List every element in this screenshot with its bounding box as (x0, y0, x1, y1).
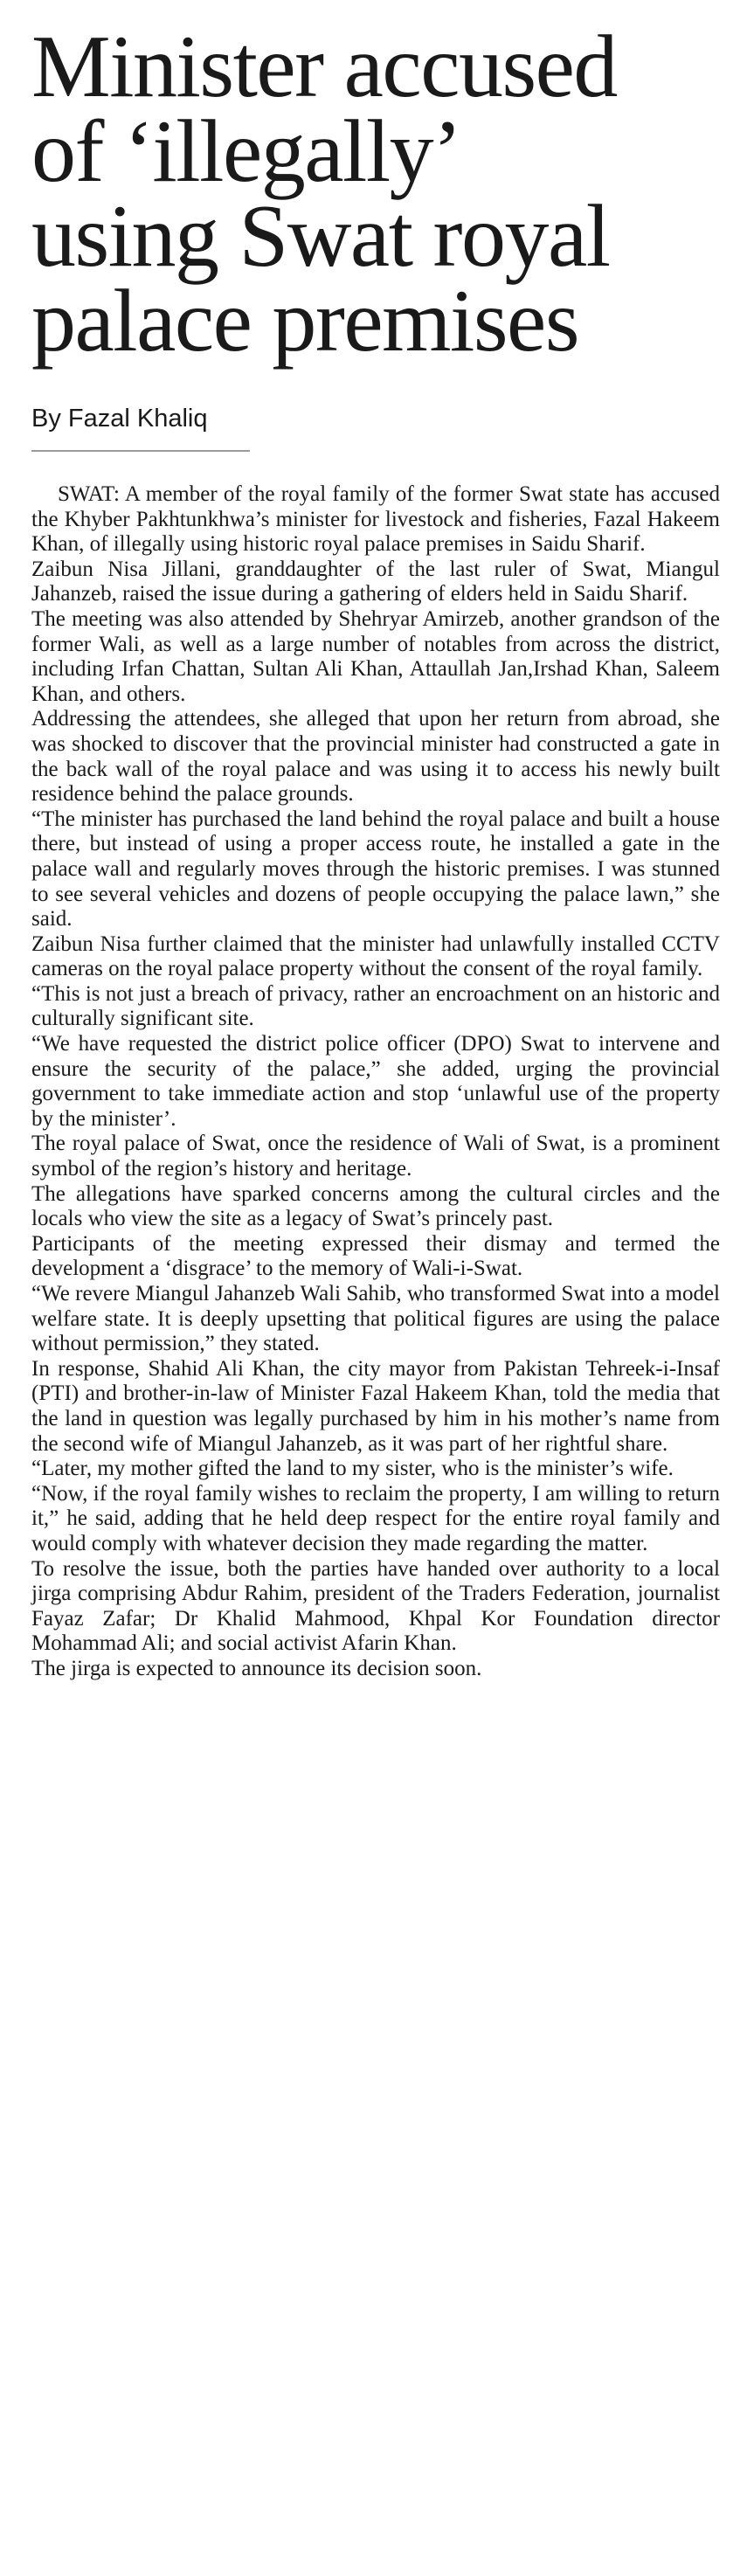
byline-divider (31, 450, 250, 452)
article-paragraph: “The minister has purchased the land behind the royal palace and built a house there, but instead of using a proper access route, he installed a gate in the palace wall and regularly moves through the historic premises. I was stunned to see several vehicles and dozens of people occupying the palace lawn,” she said. (31, 807, 720, 931)
article-paragraph: In response, Shahid Ali Khan, the city mayor from Pakistan Tehreek-i-Insaf (PTI) and brother-in-law of Minister Fazal Hakeem Khan, told the media that the land in question was legally purchased by him in his mother’s name from the second wife of Miangul Jahanzeb, as it was part of her rightful share. (31, 1356, 720, 1456)
article-paragraph: “This is not just a breach of privacy, rather an encroachment on an historic and culturally significant site. (31, 981, 720, 1031)
article-paragraph: “We have requested the district police officer (DPO) Swat to intervene and ensure the security of the palace,” she added, urging the provincial government to take immediate action and stop ‘unlawful use of the property by the minister’. (31, 1032, 720, 1131)
article-paragraph: “We revere Miangul Jahanzeb Wali Sahib, who transformed Swat into a model welfare state. It is deeply upsetting that political figures are using the palace without permission,” they stated. (31, 1282, 720, 1356)
article-paragraph: Addressing the attendees, she alleged that upon her return from abroad, she was shocked to discover that the provincial minister had constructed a gate in the back wall of the royal palace and was using it to access his newly built residence behind the palace grounds. (31, 707, 720, 807)
article-paragraph: The royal palace of Swat, once the residence of Wali of Swat, is a prominent symbol of the region’s history and heritage. (31, 1132, 720, 1181)
article-paragraph: The meeting was also attended by Shehryar Amirzeb, another grandson of the former Wali, as well as a large number of notables from across the district, including Irfan Chattan, Sultan Ali Khan, Attaullah Jan,Irshad Khan, Saleem Khan, and others. (31, 606, 720, 706)
article-paragraph: Zaibun Nisa Jillani, granddaughter of the last ruler of Swat, Miangul Jahanzeb, raised the issue during a gathering of elders held in Saidu Sharif. (31, 557, 720, 606)
article-paragraph: To resolve the issue, both the parties have handed over authority to a local jirga comprising Abdur Rahim, president of the Traders Federation, journalist Fayaz Zafar; Dr Khalid Mahmood, Khpal Kor Foundation director Mohammad Ali; and social activist Afarin Khan. (31, 1556, 720, 1656)
article-paragraph: Zaibun Nisa further claimed that the minister had unlawfully installed CCTV cameras on the royal palace property without the consent of the royal family. (31, 931, 720, 981)
article-body (31, 482, 720, 1682)
article-paragraph: The allegations have sparked concerns among the cultural circles and the locals who view the site as a legacy of Swat’s princely past. (31, 1181, 720, 1231)
article-paragraph: “Later, my mother gifted the land to my sister, who is the minister’s wife. (31, 1457, 674, 1481)
headline-line: using Swat royal (31, 187, 610, 286)
article-paragraph: Participants of the meeting expressed their dismay and termed the development a ‘disgrace’ to the memory of Wali-i-Swat. (31, 1231, 720, 1281)
headline-line: Minister accused (31, 17, 617, 116)
headline-line: palace premises (31, 272, 579, 370)
headline-line: of ‘illegally’ (31, 102, 461, 201)
byline: By Fazal Khaliq (31, 405, 208, 433)
article-paragraph: The jirga is expected to announce its decision soon. (31, 1656, 482, 1680)
headline (31, 17, 722, 370)
article-paragraph: “Now, if the royal family wishes to reclaim the property, I am willing to return it,” he said, adding that he held deep respect for the entire royal family and would comply with whatever decision they made regarding the matter. (31, 1481, 720, 1555)
article-paragraph: SWAT: A member of the royal family of the former Swat state has accused the Khyber Pakhtunkhwa’s minister for livestock and fisheries, Fazal Hakeem Khan, of illegally using historic royal palace premises in Saidu Sharif. (31, 482, 720, 557)
